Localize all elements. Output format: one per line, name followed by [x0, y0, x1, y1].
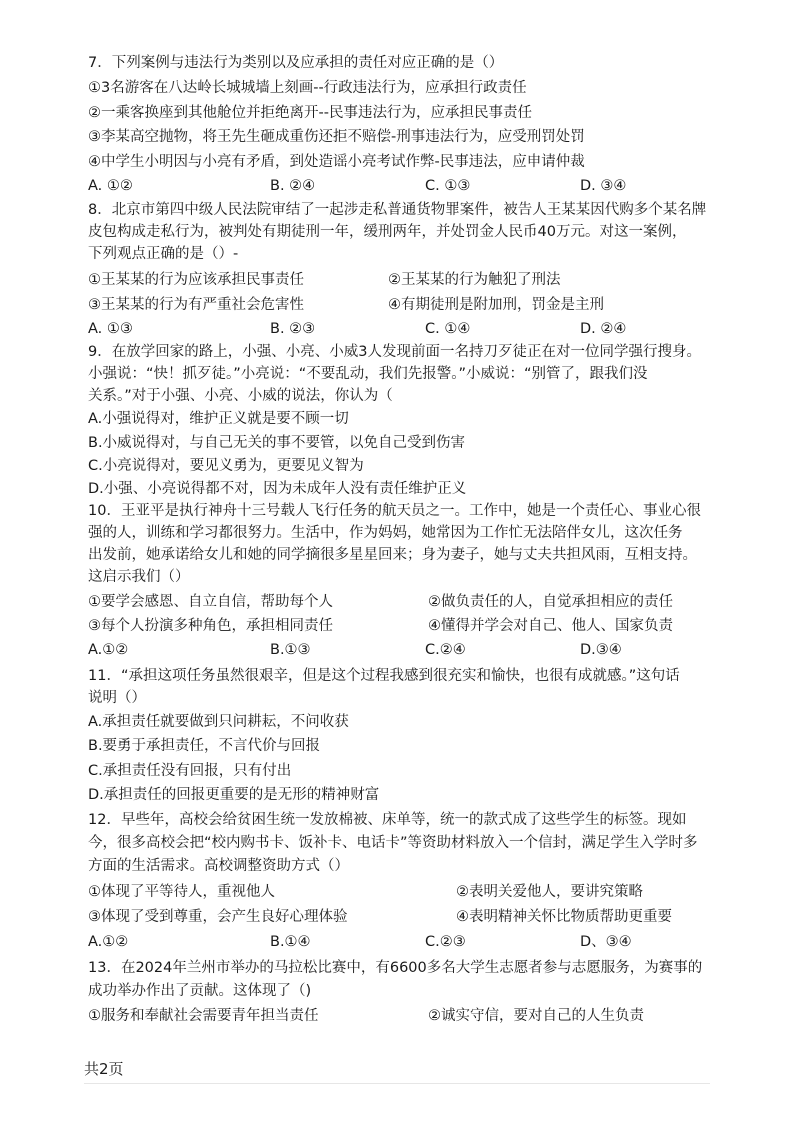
question-12-stem-line-3: 方面的生活需求。高校调整资助方式（） — [88, 858, 349, 874]
footer-divider — [84, 1083, 710, 1084]
question-11-answer-d[interactable]: D.承担责任的回报更重要的是无形的精神财富 — [88, 787, 380, 803]
question-12-statement-4: ④表明精神关怀比物质帮助更重要 — [456, 909, 672, 925]
question-9-answer-a[interactable]: A.小强说得对，维护正义就是要不顾一切 — [88, 411, 349, 427]
question-12-stem-line-2: 今，很多高校会把“校内购书卡、饭补卡、电话卡”等资助材料放入一个信封，满足学生入学时多 — [88, 835, 698, 851]
question-7-option-b[interactable]: B. ②④ — [270, 178, 316, 194]
question-10-stem-line-3: 出发前，她承诺给女儿和她的同学摘很多星星回来；身为妻子，她与丈夫共担风雨，互相支持。 — [88, 547, 697, 563]
question-12-statement-row-2 — [88, 909, 672, 926]
question-12-statement-3: ③体现了受到尊重，会产生良好心理体验 — [88, 909, 348, 925]
question-9-stem-line-3: 关系。”对于小强、小亮、小威的说法，你认为（ — [88, 388, 393, 404]
question-8-stem-line-3: 下列观点正确的是（）- — [88, 246, 239, 262]
question-7-option-d[interactable]: D. ③④ — [580, 178, 627, 194]
question-9-stem-line-1: 9．在放学回家的路上，小强、小亮、小威3人发现前面一名持刀歹徒正在对一位同学强行搜身。 — [88, 344, 701, 360]
question-13-stem-line-2: 成功举办作出了贡献。这体现了（) — [88, 983, 312, 999]
question-12-stem-line-1: 12．早些年，高校会给贫困生统一发放棉被、床单等，统一的款式成了这些学生的标签。现如 — [88, 812, 687, 828]
question-8-stem-line-1: 8．北京市第四中级人民法院审结了一起涉走私普通货物罪案件，被告人王某某因代购多个某名牌 — [88, 202, 707, 218]
question-7-statement-2: ②一乘客换座到其他舱位并拒绝离开--民事违法行为，应承担民事责任 — [88, 105, 532, 121]
question-8-stem-line-2: 皮包构成走私行为，被判处有期徒刑一年，缓刑两年，并处罚金人民币40万元。对这一案例， — [88, 224, 687, 240]
question-10-statement-3: ③每个人扮演多种角色，承担相同责任 — [88, 618, 333, 634]
question-10-option-d[interactable]: D.③④ — [580, 642, 622, 658]
question-7-options — [88, 178, 748, 195]
question-12-option-c[interactable]: C.②③ — [425, 934, 466, 950]
question-8-option-c[interactable]: C. ①④ — [425, 321, 471, 337]
question-8-statement-2: ②王某某的行为触犯了刑法 — [388, 272, 561, 288]
question-8-statement-1: ①王某某的行为应该承担民事责任 — [88, 272, 304, 288]
question-12-options — [88, 934, 748, 951]
question-13-statement-1: ①服务和奉献社会需要青年担当责任 — [88, 1008, 319, 1024]
question-10-statement-row-1 — [88, 594, 673, 611]
question-7-statement-1: ①3名游客在八达岭长城城墙上刻画--行政违法行为，应承担行政责任 — [88, 80, 527, 96]
question-8-option-d[interactable]: D. ②④ — [580, 321, 627, 337]
question-12-statement-1: ①体现了平等待人，重视他人 — [88, 884, 275, 900]
question-12-option-d[interactable]: D、③④ — [580, 934, 632, 950]
question-8-statement-4: ④有期徒刑是附加刑，罚金是主刑 — [388, 297, 604, 313]
question-8-statement-row-1 — [88, 272, 561, 289]
question-10-stem-line-4: 这启示我们（） — [88, 569, 190, 585]
question-10-option-c[interactable]: C.②④ — [425, 642, 466, 658]
question-11-stem-line-2: 说明（） — [88, 690, 146, 706]
question-8-statement-row-2 — [88, 297, 604, 314]
question-10-stem-line-2: 强的人，训练和学习都很努力。生活中，作为妈妈，她常因为工作忙无法陪伴女儿，这次任务 — [88, 525, 683, 541]
question-10-statement-1: ①要学会感恩、自立自信，帮助每个人 — [88, 594, 333, 610]
question-9-stem-line-2: 小强说：“快！抓歹徒。”小亮说：“不要乱动，我们先报警。”小威说：“别管了，跟我们没 — [88, 366, 648, 382]
question-9-answer-b[interactable]: B.小威说得对，与自己无关的事不要管，以免自己受到伤害 — [88, 435, 466, 451]
question-8-option-a[interactable]: A. ①③ — [88, 321, 133, 337]
question-7-statement-4: ④中学生小明因与小亮有矛盾，到处造谣小亮考试作弊-民事违法，应申请仲裁 — [88, 154, 585, 170]
question-7-stem: 7．下列案例与违法行为类别以及应承担的责任对应正确的是（） — [88, 55, 504, 71]
question-8-options — [88, 321, 748, 338]
question-13-stem-line-1: 13．在2024年兰州市举办的马拉松比赛中，有6600多名大学生志愿者参与志愿服务，为赛事的 — [88, 960, 703, 976]
question-7-option-c[interactable]: C. ①③ — [425, 178, 471, 194]
question-12-statement-row-1 — [88, 884, 643, 901]
question-9-answer-d[interactable]: D.小强、小亮说得都不对，因为未成年人没有责任维护正义 — [88, 481, 467, 497]
question-11-answer-c[interactable]: C.承担责任没有回报，只有付出 — [88, 763, 292, 779]
question-12-option-b[interactable]: B.①④ — [270, 934, 311, 950]
question-11-answer-a[interactable]: A.承担责任就要做到只问耕耘，不问收获 — [88, 714, 349, 730]
question-8-option-b[interactable]: B. ②③ — [270, 321, 316, 337]
question-12-option-a[interactable]: A.①② — [88, 934, 129, 950]
question-9-answer-c[interactable]: C.小亮说得对，要见义勇为，更要见义智为 — [88, 458, 364, 474]
question-11-answer-b[interactable]: B.要勇于承担责任，不言代价与回报 — [88, 738, 321, 754]
page-count-footer: 共2页 — [84, 1060, 124, 1078]
question-11-stem-line-1: 11．“承担这项任务虽然很艰辛，但是这个过程我感到很充实和愉快，也很有成就感。”这句话 — [88, 668, 680, 684]
question-10-option-b[interactable]: B.①③ — [270, 642, 311, 658]
question-10-option-a[interactable]: A.①② — [88, 642, 129, 658]
question-7-statement-3: ③李某高空抛物，将王先生砸成重伤还拒不赔偿-刑事违法行为，应受刑罚处罚 — [88, 129, 585, 145]
question-10-statement-4: ④懂得并学会对自己、他人、国家负责 — [428, 618, 673, 634]
question-7-option-a[interactable]: A. ①② — [88, 178, 133, 194]
question-12-statement-2: ②表明关爱他人，要讲究策略 — [456, 884, 643, 900]
question-8-statement-3: ③王某某的行为有严重社会危害性 — [88, 297, 304, 313]
question-10-options — [88, 642, 748, 659]
question-10-statement-2: ②做负责任的人，自觉承担相应的责任 — [428, 594, 673, 610]
question-10-stem-line-1: 10．王亚平是执行神舟十三号载人飞行任务的航天员之一。工作中，她是一个责任心、事业心很 — [88, 503, 701, 519]
question-10-statement-row-2 — [88, 618, 673, 635]
question-13-statement-row-1 — [88, 1008, 644, 1025]
question-13-statement-2: ②诚实守信，要对自己的人生负责 — [428, 1008, 644, 1024]
